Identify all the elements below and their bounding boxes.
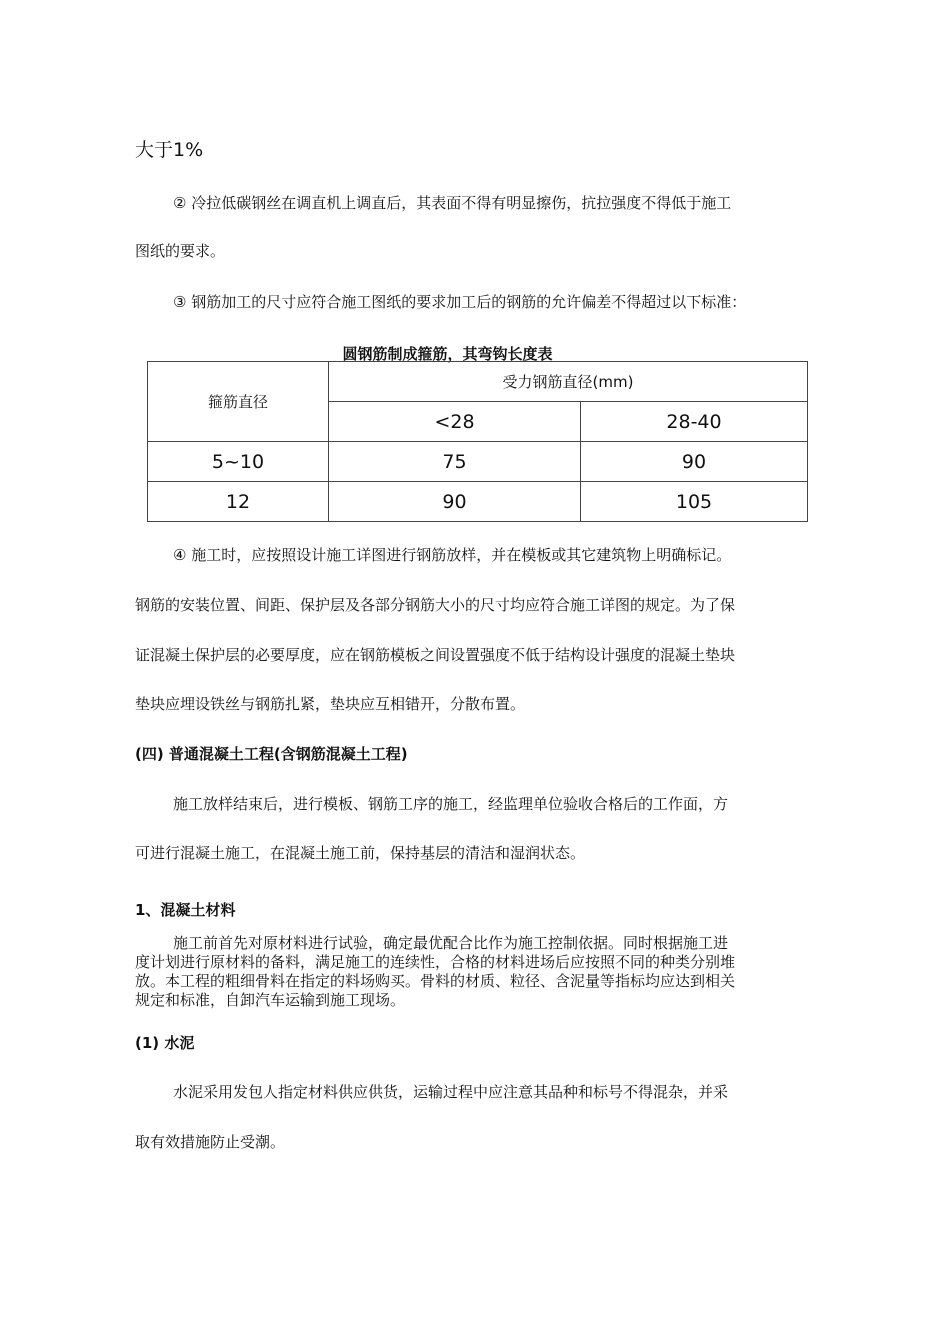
item-heading-1: (1) 水泥 (135, 1034, 195, 1052)
paragraph-item-4: ④ 施工时，应按照设计施工详图进行钢筋放样，并在模板或其它建筑物上明确标记。 (173, 546, 732, 564)
group-header-cell (329, 362, 808, 402)
table-cell-value: 90 (329, 482, 581, 522)
table-row (148, 482, 808, 522)
stirrup-hook-table (147, 361, 808, 522)
col-header-lt28: <28 (329, 402, 581, 442)
paragraph-continuation: 大于1% (135, 139, 204, 161)
paragraph-line: 施工放样结束后，进行模板、钢筋工序的施工，经监理单位验收合格后的工作面，方 (173, 795, 729, 813)
paragraph-item-2-cont: 图纸的要求。 (135, 242, 226, 260)
paragraph-line: 取有效措施防止受潮。 (135, 1133, 286, 1151)
paragraph-line: 放。本工程的粗细骨料在指定的料场购买。骨料的材质、粒径、含泥量等指标均应达到相关 (135, 972, 736, 990)
table-cell-diameter: 5~10 (148, 442, 329, 482)
section-heading-4: (四) 普通混凝土工程(含钢筋混凝土工程) (135, 745, 408, 763)
paragraph-line: 水泥采用发包人指定材料供应供货，运输过程中应注意其品种和标号不得混杂，并采 (173, 1083, 729, 1101)
paragraph-line: 钢筋的安装位置、间距、保护层及各部分钢筋大小的尺寸均应符合施工详图的规定。为了保 (135, 596, 736, 614)
table-cell-value: 90 (581, 442, 808, 482)
table-cell-diameter: 12 (148, 482, 329, 522)
paragraph-line: 度计划进行原材料的备料，满足施工的连续性，合格的材料进场后应按照不同的种类分别堆 (135, 953, 736, 971)
paragraph-item-2: ② 冷拉低碳钢丝在调直机上调直后，其表面不得有明显擦伤，抗拉强度不得低于施工 (173, 194, 732, 212)
paragraph-line: 规定和标准，自卸汽车运输到施工现场。 (135, 991, 406, 1009)
paragraph-line: 施工前首先对原材料进行试验，确定最优配合比作为施工控制依据。同时根据施工进 (173, 934, 729, 952)
table-cell-value: 105 (581, 482, 808, 522)
col-header-28-40: 28-40 (581, 402, 808, 442)
subsection-heading-1: 1、混凝土材料 (135, 901, 236, 919)
table-row (148, 442, 808, 482)
row-header-cell: 箍筋直径 (148, 362, 329, 442)
table-caption-text: 圆钢筋制成箍筋，其弯钩长度表 (342, 345, 553, 363)
group-header-text: 受力钢筋直径(mm) (502, 373, 634, 391)
paragraph-item-3: ③ 钢筋加工的尺寸应符合施工图纸的要求加工后的钢筋的允许偏差不得超过以下标准： (173, 293, 747, 311)
table-cell-value: 75 (329, 442, 581, 482)
paragraph-line: 垫块应埋设铁丝与钢筋扎紧，垫块应互相错开，分散布置。 (135, 695, 526, 713)
paragraph-line: 证混凝土保护层的必要厚度，应在钢筋模板之间设置强度不低于结构设计强度的混凝土垫块 (135, 646, 736, 664)
paragraph-line: 可进行混凝土施工，在混凝土施工前，保持基层的清洁和湿润状态。 (135, 844, 586, 862)
